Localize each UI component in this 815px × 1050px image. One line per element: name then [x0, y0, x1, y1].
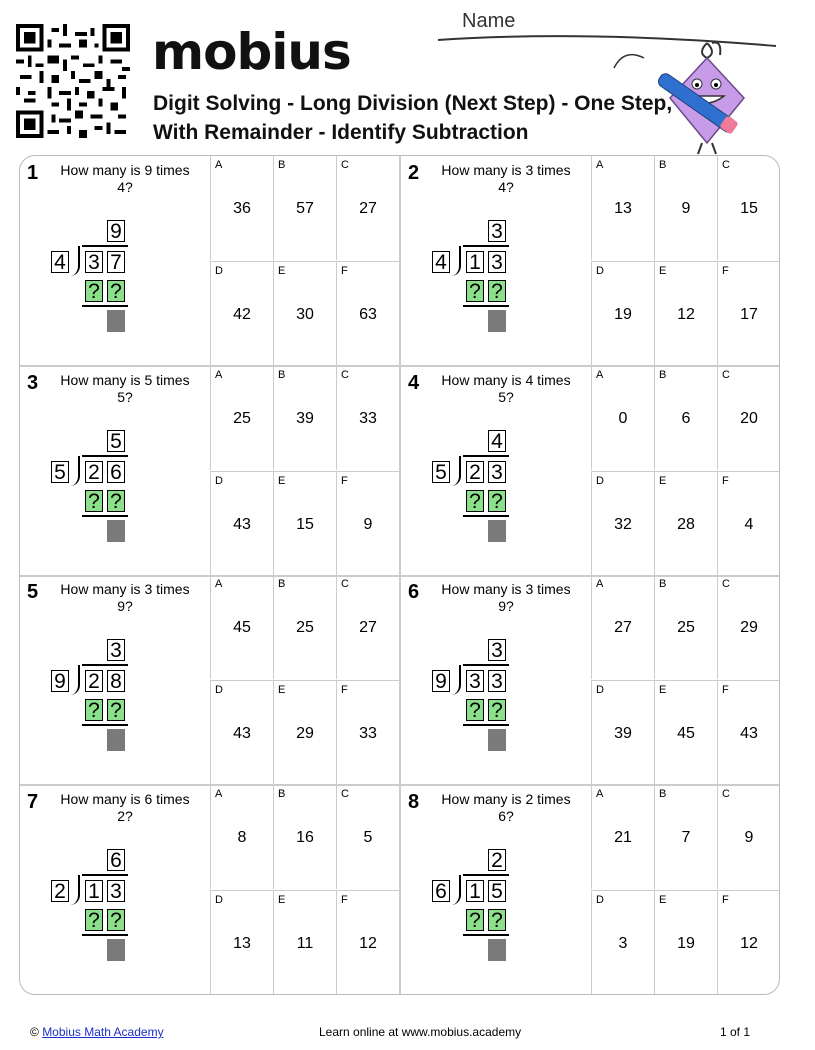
dividend-digit: 1 [85, 880, 103, 902]
remainder-box [488, 729, 506, 751]
choice-value: 42 [233, 306, 251, 323]
choice-label: B [278, 159, 286, 171]
answer-box[interactable]: ? [107, 280, 125, 302]
division-bracket [451, 246, 461, 276]
dividend-digit: 2 [466, 461, 484, 483]
choice-d[interactable] [591, 471, 654, 575]
choice-value: 6 [681, 409, 691, 427]
division-bracket [70, 246, 80, 276]
choice-value: 8 [237, 828, 247, 846]
choice-label: F [341, 474, 348, 487]
choice-label: A [215, 368, 223, 381]
choice-value: 15 [740, 200, 758, 217]
problem-number: 6 [408, 581, 420, 603]
answer-choices [210, 366, 399, 575]
dividend-digit: 3 [466, 670, 484, 692]
subtraction-line [463, 515, 509, 517]
remainder-box [488, 520, 506, 542]
remainder-box [107, 729, 125, 751]
choice-b[interactable] [273, 785, 336, 889]
problem-question: How many is 5 times 5? [60, 371, 190, 405]
choice-value: 20 [740, 409, 758, 427]
answer-box[interactable]: ? [107, 909, 125, 931]
choice-a[interactable] [210, 156, 273, 260]
worksheet-title: Digit Solving - Long Division (Next Step) - One Step, With Remainder - Identify Subtraction [153, 92, 673, 144]
choice-value: 5 [363, 828, 373, 846]
choice-e[interactable] [273, 680, 336, 784]
division-bracket [70, 456, 80, 486]
choice-label: C [341, 159, 349, 171]
choice-label: A [215, 159, 223, 171]
choice-label: D [215, 265, 223, 277]
choice-a[interactable] [210, 575, 273, 679]
choice-label: D [596, 474, 604, 487]
answer-choices [210, 785, 399, 994]
choice-c[interactable] [336, 575, 399, 679]
problem-question: How many is 3 times 9? [60, 581, 190, 614]
subtraction-line [82, 724, 128, 726]
quotient-digit: 3 [107, 639, 125, 661]
problem-question: How many is 2 times 6? [441, 790, 571, 824]
remainder-box [488, 939, 506, 961]
divisor-digit: 5 [51, 461, 69, 483]
choice-b[interactable] [654, 366, 717, 470]
choice-value: 57 [296, 200, 314, 217]
dividend-digit: 5 [488, 880, 506, 902]
choice-value: 32 [614, 515, 632, 533]
subtraction-line [82, 305, 128, 307]
choice-value: 29 [296, 725, 314, 742]
choice-e[interactable] [654, 680, 717, 784]
dividend-digit: 3 [85, 251, 103, 273]
choice-value: 28 [677, 515, 695, 533]
choice-f[interactable] [717, 261, 780, 365]
choice-value: 43 [740, 725, 758, 742]
choice-value: 29 [740, 619, 758, 636]
footer-link[interactable]: Mobius Math Academy [42, 1025, 164, 1039]
answer-box[interactable]: ? [466, 699, 484, 721]
problem-grid [19, 155, 780, 995]
subtraction-line [463, 724, 509, 726]
choice-f[interactable] [717, 471, 780, 575]
problem-6 [401, 575, 780, 784]
problem-question: How many is 3 times 9? [441, 581, 571, 614]
choice-b[interactable] [273, 575, 336, 679]
answer-box[interactable]: ? [488, 909, 506, 931]
choice-b[interactable] [654, 156, 717, 260]
choice-label: D [596, 265, 604, 277]
answer-box[interactable]: ? [85, 699, 103, 721]
quotient-digit: 3 [488, 639, 506, 661]
problem-question: How many is 4 times 5? [441, 371, 571, 405]
choice-value: 9 [744, 828, 754, 846]
choice-d[interactable] [210, 471, 273, 575]
remainder-box [488, 310, 506, 332]
choice-value: 27 [614, 619, 632, 636]
choice-value: 25 [677, 619, 695, 636]
choice-value: 12 [677, 306, 695, 323]
dividend-digit: 2 [85, 670, 103, 692]
choice-label: F [722, 474, 729, 487]
choice-value: 12 [740, 934, 758, 952]
choice-value: 33 [359, 409, 377, 427]
division-bar [463, 245, 509, 247]
choice-f[interactable] [336, 680, 399, 784]
choice-value: 39 [614, 725, 632, 742]
answer-box[interactable]: ? [488, 490, 506, 512]
subtraction-line [82, 934, 128, 936]
choice-c[interactable] [336, 785, 399, 889]
choice-label: A [215, 787, 223, 800]
answer-choices [591, 366, 780, 575]
choice-label: C [341, 578, 349, 590]
choice-b[interactable] [273, 156, 336, 260]
choice-label: D [215, 893, 223, 906]
quotient-digit: 2 [488, 849, 506, 871]
choice-value: 19 [677, 934, 695, 952]
choice-value: 4 [744, 515, 754, 533]
choice-label: A [215, 578, 223, 590]
answer-box[interactable]: ? [466, 909, 484, 931]
choice-label: E [659, 684, 667, 696]
choice-label: A [596, 578, 604, 590]
choice-c[interactable] [717, 366, 780, 470]
answer-box[interactable]: ? [107, 490, 125, 512]
footer-center-text: Learn online at www.mobius.academy [319, 1025, 522, 1039]
division-bar [463, 455, 509, 457]
choice-label: B [278, 368, 286, 381]
choice-c[interactable] [336, 156, 399, 260]
dividend-digit: 3 [488, 461, 506, 483]
choice-value: 0 [618, 409, 628, 427]
division-bracket [451, 665, 461, 695]
divisor-digit: 9 [51, 670, 69, 692]
problem-number: 1 [27, 162, 39, 184]
problem-1 [20, 156, 399, 365]
choice-value: 43 [233, 515, 251, 533]
choice-label: F [722, 893, 729, 906]
choice-c[interactable] [717, 785, 780, 889]
choice-label: D [215, 474, 223, 487]
choice-d[interactable] [210, 680, 273, 784]
choice-label: F [722, 265, 729, 277]
choice-d[interactable] [591, 680, 654, 784]
name-label: Name [462, 10, 516, 32]
choice-label: C [341, 787, 349, 800]
choice-label: B [659, 787, 667, 800]
choice-value: 27 [359, 200, 377, 217]
quotient-digit: 6 [107, 849, 125, 871]
answer-choices [210, 575, 399, 784]
choice-d[interactable] [591, 890, 654, 994]
choice-label: A [596, 368, 604, 381]
choice-f[interactable] [336, 471, 399, 575]
choice-label: E [278, 265, 286, 277]
choice-value: 25 [233, 409, 251, 427]
problem-7 [20, 785, 399, 994]
dividend-digit: 1 [466, 251, 484, 273]
choice-value: 3 [618, 934, 628, 952]
choice-label: B [278, 578, 286, 590]
choice-value: 45 [233, 619, 251, 636]
problem-number: 2 [408, 162, 420, 184]
quotient-digit: 5 [107, 430, 125, 452]
division-bar [82, 245, 128, 247]
choice-value: 27 [359, 619, 377, 636]
answer-box[interactable]: ? [466, 490, 484, 512]
divisor-digit: 4 [432, 251, 450, 273]
qr-code [16, 24, 130, 138]
choice-label: E [278, 474, 286, 487]
choice-c[interactable] [336, 366, 399, 470]
choice-value: 30 [296, 306, 314, 323]
choice-value: 21 [614, 828, 632, 846]
choice-label: B [659, 159, 667, 171]
choice-d[interactable] [591, 261, 654, 365]
choice-value: 9 [363, 515, 373, 533]
division-bar [463, 664, 509, 666]
choice-b[interactable] [273, 366, 336, 470]
choice-e[interactable] [273, 261, 336, 365]
choice-f[interactable] [717, 890, 780, 994]
problem-3 [20, 366, 399, 575]
choice-value: 45 [677, 725, 695, 742]
problem-question: How many is 9 times 4? [60, 162, 190, 195]
mascot-illustration [612, 38, 752, 156]
choice-value: 17 [740, 306, 758, 323]
divisor-digit: 9 [432, 670, 450, 692]
problem-question: How many is 6 times 2? [60, 790, 190, 824]
choice-a[interactable] [591, 156, 654, 260]
choice-a[interactable] [591, 575, 654, 679]
choice-label: B [659, 368, 667, 381]
choice-value: 12 [359, 934, 377, 952]
footer-page-number: 1 of 1 [720, 1025, 751, 1039]
choice-b[interactable] [654, 575, 717, 679]
choice-a[interactable] [591, 785, 654, 889]
answer-box[interactable]: ? [85, 909, 103, 931]
choice-e[interactable] [654, 261, 717, 365]
division-bracket [70, 665, 80, 695]
choice-a[interactable] [210, 366, 273, 470]
choice-label: F [341, 893, 348, 906]
dividend-digit: 3 [488, 251, 506, 273]
choice-label: E [659, 474, 667, 487]
choice-value: 11 [296, 934, 314, 952]
answer-box[interactable]: ? [488, 280, 506, 302]
answer-choices [591, 156, 780, 365]
choice-label: E [278, 893, 286, 906]
choice-e[interactable] [273, 471, 336, 575]
choice-value: 39 [296, 409, 314, 427]
answer-box[interactable]: ? [488, 699, 506, 721]
choice-e[interactable] [273, 890, 336, 994]
choice-label: C [722, 787, 730, 800]
choice-value: 36 [233, 200, 251, 217]
choice-a[interactable] [591, 366, 654, 470]
choice-value: 43 [233, 725, 251, 742]
mobius-logo: mobius [152, 23, 351, 81]
choice-label: E [278, 684, 286, 696]
choice-label: E [659, 265, 667, 277]
divisor-digit: 2 [51, 880, 69, 902]
choice-value: 63 [359, 306, 377, 323]
division-bar [82, 664, 128, 666]
problem-number: 5 [27, 581, 39, 603]
choice-label: D [596, 893, 604, 906]
choice-b[interactable] [654, 785, 717, 889]
choice-value: 16 [296, 828, 314, 846]
choice-value: 7 [681, 828, 691, 846]
choice-label: C [722, 368, 730, 381]
dividend-digit: 7 [107, 251, 125, 273]
choice-value: 25 [296, 619, 314, 636]
choice-label: D [215, 684, 223, 696]
choice-value: 9 [681, 200, 691, 217]
problem-question: How many is 3 times 4? [441, 162, 571, 195]
choice-label: C [722, 159, 730, 171]
divisor-digit: 6 [432, 880, 450, 902]
choice-label: A [596, 159, 604, 171]
choice-c[interactable] [717, 156, 780, 260]
dividend-digit: 6 [107, 461, 125, 483]
choice-label: B [278, 787, 286, 800]
answer-choices [591, 785, 780, 994]
division-bar [82, 455, 128, 457]
problem-8 [401, 785, 780, 994]
choice-label: C [341, 368, 349, 381]
remainder-box [107, 939, 125, 961]
dividend-digit: 3 [488, 670, 506, 692]
problem-2 [401, 156, 780, 365]
choice-e[interactable] [654, 890, 717, 994]
choice-d[interactable] [210, 890, 273, 994]
choice-d[interactable] [210, 261, 273, 365]
answer-choices [591, 575, 780, 784]
choice-f[interactable] [717, 680, 780, 784]
dividend-digit: 2 [85, 461, 103, 483]
remainder-box [107, 520, 125, 542]
dividend-digit: 8 [107, 670, 125, 692]
choice-f[interactable] [336, 261, 399, 365]
problem-5 [20, 575, 399, 784]
problem-number: 4 [408, 371, 420, 394]
quotient-digit: 9 [107, 220, 125, 242]
subtraction-line [463, 305, 509, 307]
problem-4 [401, 366, 780, 575]
choice-a[interactable] [210, 785, 273, 889]
quotient-digit: 3 [488, 220, 506, 242]
choice-f[interactable] [336, 890, 399, 994]
choice-label: A [596, 787, 604, 800]
problem-number: 8 [408, 790, 420, 813]
divisor-digit: 4 [51, 251, 69, 273]
subtraction-line [82, 515, 128, 517]
answer-box[interactable]: ? [85, 280, 103, 302]
dividend-digit: 3 [107, 880, 125, 902]
choice-label: F [722, 684, 729, 696]
remainder-box [107, 310, 125, 332]
answer-box[interactable]: ? [107, 699, 125, 721]
choice-e[interactable] [654, 471, 717, 575]
problem-number: 3 [27, 371, 39, 394]
division-bracket [451, 456, 461, 486]
choice-label: C [722, 578, 730, 590]
choice-value: 19 [614, 306, 632, 323]
division-bracket [70, 875, 80, 905]
dividend-digit: 1 [466, 880, 484, 902]
choice-value: 15 [296, 515, 314, 533]
choice-label: F [341, 684, 348, 696]
subtraction-line [463, 934, 509, 936]
choice-label: E [659, 893, 667, 906]
choice-label: B [659, 578, 667, 590]
choice-value: 33 [359, 725, 377, 742]
division-bar [82, 874, 128, 876]
answer-box[interactable]: ? [85, 490, 103, 512]
answer-box[interactable]: ? [466, 280, 484, 302]
footer-copyright: © Mobius Math Academy [30, 1025, 164, 1039]
division-bracket [451, 875, 461, 905]
problem-number: 7 [27, 790, 39, 813]
division-bar [463, 874, 509, 876]
choice-c[interactable] [717, 575, 780, 679]
choice-value: 13 [614, 200, 632, 217]
choice-label: F [341, 265, 348, 277]
choice-label: D [596, 684, 604, 696]
answer-choices [210, 156, 399, 365]
divisor-digit: 5 [432, 461, 450, 483]
choice-value: 13 [233, 934, 251, 952]
quotient-digit: 4 [488, 430, 506, 452]
